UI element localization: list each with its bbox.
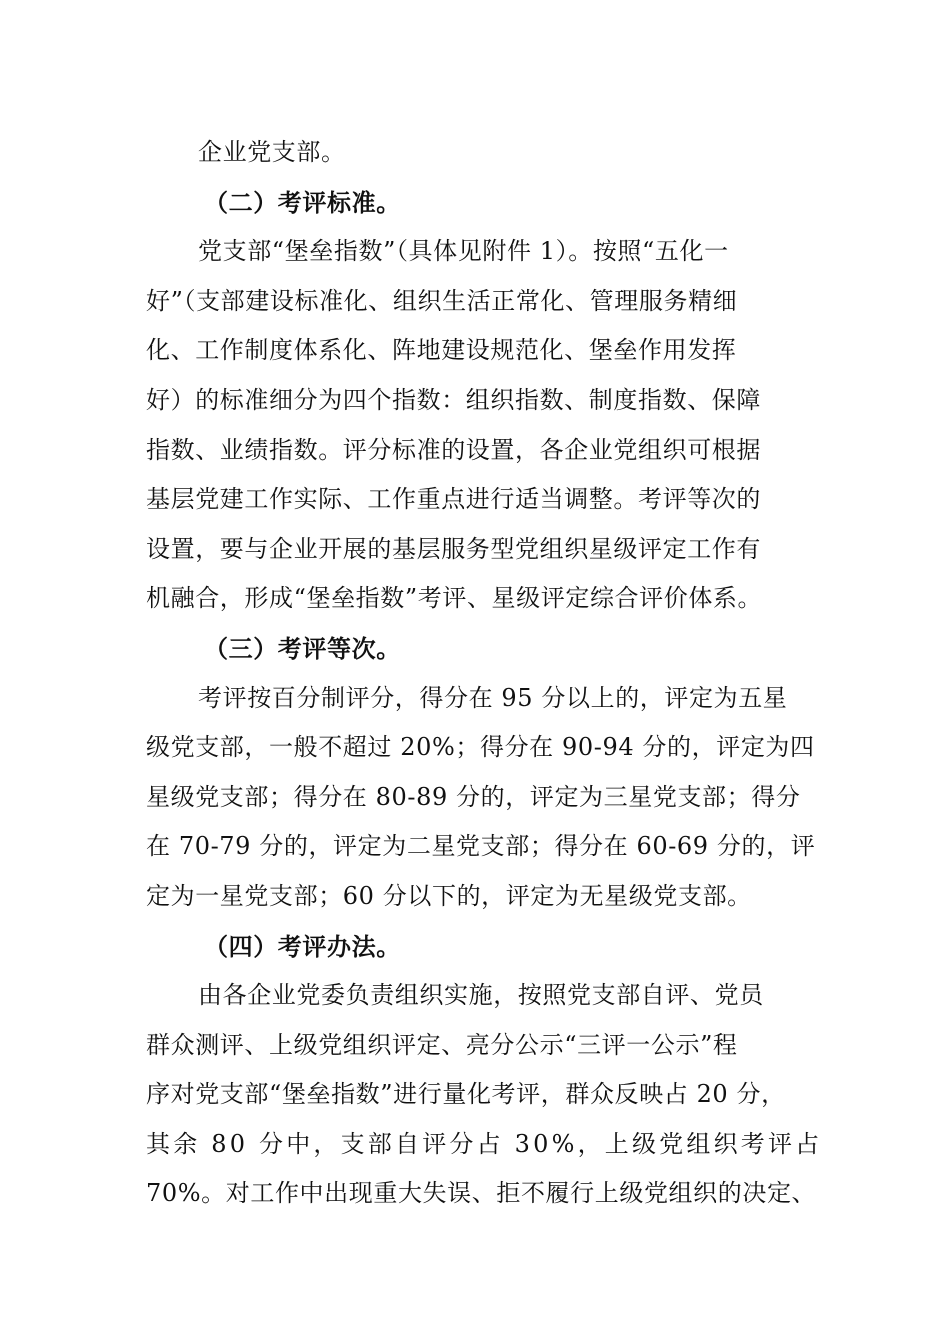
paragraph-line: 党支部“堡垒指数”（具体见附件 1）。按照“五化一 bbox=[198, 237, 729, 266]
paragraph-line: 机融合，形成“堡垒指数”考评、星级评定综合评价体系。 bbox=[146, 584, 763, 613]
section-heading-methods: （四）考评办法。 bbox=[204, 931, 401, 961]
paragraph-line: 设置，要与企业开展的基层服务型党组织星级评定工作有 bbox=[146, 534, 761, 563]
document-body bbox=[146, 128, 826, 1219]
paragraph-line: 星级党支部；得分在 80-89 分的，评定为三星党支部；得分 bbox=[146, 782, 801, 811]
paragraph-line: 好”（支部建设标准化、组织生活正常化、管理服务精细 bbox=[146, 286, 738, 315]
paragraph-line: 化、工作制度体系化、阵地建设规范化、堡垒作用发挥 bbox=[146, 336, 737, 365]
paragraph-line: 70%。对工作中出现重大失误、拒不履行上级党组织的决定、 bbox=[146, 1179, 817, 1208]
paragraph-line: 在 70-79 分的，评定为二星党支部；得分在 60-69 分的，评 bbox=[146, 832, 816, 861]
paragraph-line: 序对党支部“堡垒指数”进行量化考评，群众反映占 20 分， bbox=[146, 1080, 786, 1109]
paragraph-line: 其余 80 分中，支部自评分占 30%，上级党组织考评占 bbox=[146, 1129, 823, 1158]
paragraph-line: 指数、业绩指数。评分标准的设置，各企业党组织可根据 bbox=[146, 435, 761, 464]
section-heading-grades: （三）考评等次。 bbox=[204, 633, 401, 663]
paragraph-line: 由各企业党委负责组织实施，按照党支部自评、党员 bbox=[198, 981, 764, 1010]
section-heading-criteria: （二）考评标准。 bbox=[204, 187, 401, 217]
paragraph-line: 企业党支部。 bbox=[198, 138, 346, 166]
paragraph-line: 级党支部，一般不超过 20%；得分在 90-94 分的，评定为四 bbox=[146, 733, 815, 762]
paragraph-line: 考评按百分制评分，得分在 95 分以上的，评定为五星 bbox=[198, 683, 788, 712]
paragraph-line: 基层党建工作实际、工作重点进行适当调整。考评等次的 bbox=[146, 485, 761, 514]
paragraph-line: 定为一星党支部；60 分以下的，评定为无星级党支部。 bbox=[146, 881, 752, 910]
paragraph-line: 好）的标准细分为四个指数：组织指数、制度指数、保障 bbox=[146, 385, 761, 414]
paragraph-line: 群众测评、上级党组织评定、亮分公示“三评一公示”程 bbox=[146, 1030, 738, 1059]
